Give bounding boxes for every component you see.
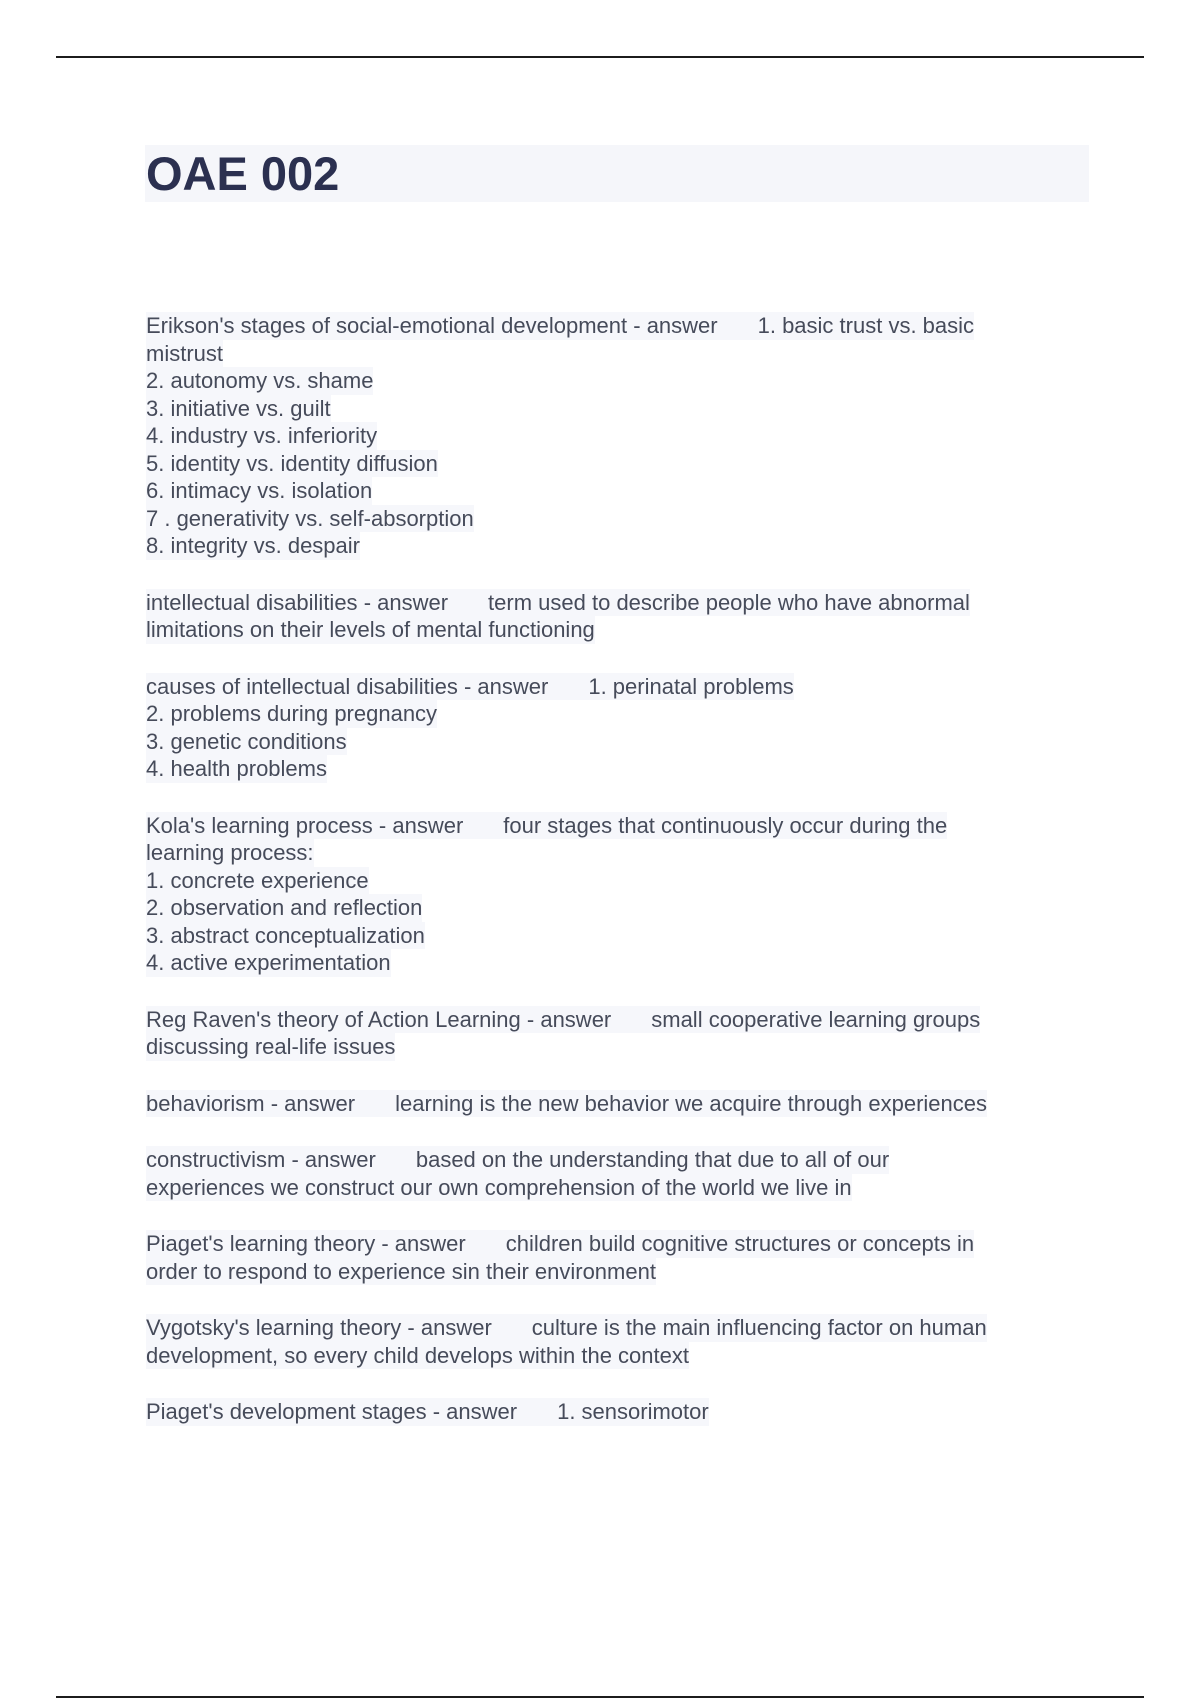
qa-first-line	[146, 1314, 987, 1342]
qa-definition: children build cognitive structures or concepts in	[505, 1231, 975, 1256]
qa-first-line	[146, 589, 970, 617]
qa-first-line	[146, 1006, 980, 1034]
qa-entry	[146, 673, 1106, 783]
qa-entry	[146, 812, 1106, 977]
answer-separator: - answer	[432, 1399, 518, 1424]
qa-entry	[146, 1398, 1106, 1426]
answer-separator: - answer	[363, 589, 449, 615]
qa-entry	[146, 589, 1106, 644]
qa-entry	[146, 312, 1106, 560]
qa-first-line	[146, 673, 794, 701]
qa-definition-line: order to respond to experience sin their environment	[146, 1258, 656, 1284]
qa-definition: term used to describe people who have abnormal	[488, 589, 970, 615]
qa-definition-line: experiences we construct our own comprehension of the world we live in	[146, 1174, 852, 1200]
qa-first-line	[146, 1146, 889, 1174]
qa-definition-line: 7 . generativity vs. self-absorption	[146, 505, 474, 531]
qa-definition-line: limitations on their levels of mental functioning	[146, 617, 595, 642]
qa-first-line	[146, 1090, 987, 1118]
qa-term: Piaget's learning theory	[146, 1231, 376, 1256]
qa-term: behaviorism	[146, 1090, 265, 1116]
qa-definition-line: 2. problems during pregnancy	[146, 701, 438, 726]
qa-definition: 1. basic trust vs. basic	[757, 313, 975, 338]
qa-term: Reg Raven's theory of Action Learning	[146, 1006, 521, 1032]
qa-definition-line: 4. health problems	[146, 756, 327, 781]
qa-definition-line: 8. integrity vs. despair	[146, 533, 360, 558]
qa-definition-line: mistrust	[146, 340, 223, 366]
qa-definition: 1. perinatal problems	[588, 673, 794, 699]
qa-entry	[146, 1090, 1106, 1118]
answer-separator: - answer	[378, 812, 464, 838]
qa-definition: small cooperative learning groups	[651, 1006, 981, 1032]
answer-separator: - answer	[270, 1090, 356, 1116]
qa-definition: learning is the new behavior we acquire through experiences	[395, 1090, 988, 1116]
qa-entry	[146, 1006, 1106, 1061]
qa-definition-line: 2. observation and reflection	[146, 895, 423, 920]
answer-separator: - answer	[463, 673, 549, 699]
qa-first-line	[146, 812, 947, 840]
document-title: OAE 002	[146, 147, 340, 200]
qa-definition-line: 3. initiative vs. guilt	[146, 395, 331, 421]
qa-definition-line: 6. intimacy vs. isolation	[146, 478, 373, 503]
qa-term: Erikson's stages of social-emotional development	[146, 313, 628, 338]
qa-entry	[146, 1146, 1106, 1201]
qa-term: constructivism	[146, 1147, 286, 1172]
qa-definition-line: 3. genetic conditions	[146, 728, 347, 754]
qa-definition: 1. sensorimotor	[557, 1399, 709, 1424]
qa-term: Vygotsky's learning theory	[146, 1315, 402, 1340]
qa-term: Piaget's development stages	[146, 1399, 427, 1424]
qa-definition-line: 3. abstract conceptualization	[146, 922, 425, 948]
answer-separator: - answer	[381, 1231, 466, 1256]
qa-term: Kola's learning process	[146, 812, 373, 838]
qa-definition-line: 1. concrete experience	[146, 867, 369, 893]
qa-term: causes of intellectual disabilities	[146, 673, 458, 699]
qa-definition-line: 4. active experimentation	[146, 950, 391, 975]
qa-definition-line: 5. identity vs. identity diffusion	[146, 450, 438, 476]
qa-first-line	[146, 1398, 709, 1426]
answer-separator: - answer	[633, 313, 718, 338]
qa-definition-line: 2. autonomy vs. shame	[146, 368, 374, 393]
bottom-rule	[56, 1696, 1144, 1698]
answer-separator: - answer	[526, 1006, 612, 1032]
qa-entry	[146, 1230, 1106, 1285]
answer-separator: - answer	[407, 1315, 492, 1340]
qa-definition: culture is the main influencing factor on human	[531, 1315, 987, 1340]
qa-definition-line: discussing real-life issues	[146, 1034, 396, 1059]
answer-separator: - answer	[291, 1147, 376, 1172]
qa-entry	[146, 1314, 1106, 1369]
qa-definition-line: learning process:	[146, 840, 314, 865]
qa-term: intellectual disabilities	[146, 589, 358, 615]
qa-first-line	[146, 1230, 974, 1258]
qa-list	[146, 312, 1106, 1455]
top-rule	[56, 56, 1144, 58]
qa-definition-line: 4. industry vs. inferiority	[146, 423, 378, 448]
qa-definition: four stages that continuously occur during the	[503, 812, 948, 838]
qa-definition-line: development, so every child develops within the context	[146, 1342, 689, 1368]
qa-definition: based on the understanding that due to all of our	[415, 1147, 890, 1172]
qa-first-line	[146, 312, 974, 340]
